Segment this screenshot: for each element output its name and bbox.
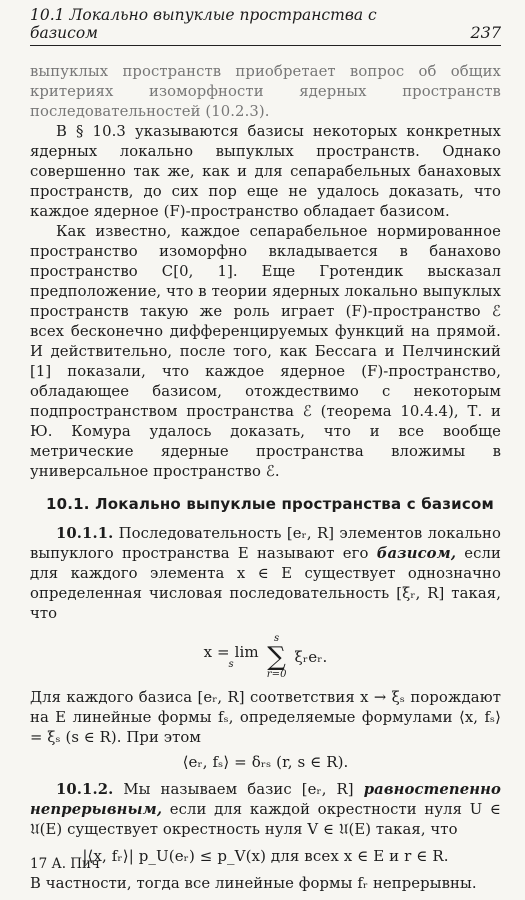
sum-operator: s ∑ r=0: [266, 633, 287, 680]
page-number: 237: [470, 23, 501, 42]
defined-term: базисом,: [376, 545, 457, 562]
item-number: 10.1.2.: [56, 781, 114, 798]
running-header: [30, 6, 501, 46]
basis-expansion-formula: [30, 634, 501, 680]
signature-mark: 17 А. Пич: [30, 856, 100, 872]
paragraph-continuation: выпуклых пространств приобретает вопрос об общих критериях изоморфности ядерных пространств последовательностей (10.2.3).: [30, 63, 501, 120]
section-heading: 10.1. Локально выпуклые пространства с базисом: [46, 495, 494, 513]
sigma-symbol: ∑: [267, 642, 286, 672]
paragraph-grothendieck: Как известно, каждое сепарабельное нормированное пространство изоморфно вкладывается в банахово пространство C[0, 1]. Еще Гротендик высказал предположение, что в теории ядерных локально выпуклых пространств такую же роль играет (F)-пространство ℰ всех бесконечно дифференцируемых функций на прямой. И действительно, после того, как Бессага и Пелчинский [1] показали, что каждое ядерное (F)-пространство, обладающее базисом, отождествимо с некоторым подпространством пространства ℰ (теорема 10.4.4), Т. и Ю. Комура удалось доказать, что и все вообще метрические ядерные пространства вложимы в универсальное пространство ℰ.: [30, 223, 501, 480]
defined-term: равностепенно непрерывным,: [30, 781, 501, 818]
paragraph-bases: В § 10.3 указываются базисы некоторых конкретных ядерных локально выпуклых пространств. Однако совершенно так же, как и для сепарабельных банаховых пространств, до сих пор еще не удалось доказать, что каждое ядерное (F)-пространство обладает базисом.: [30, 123, 501, 220]
definition-10-1-1: [30, 524, 501, 624]
definition-10-1-2: [30, 780, 501, 840]
definition-text: Последовательность [eᵣ, R] элементов локально выпуклого пространства E называют его: [30, 525, 501, 562]
definition-text-cont: если для каждого элемента x ∈ E существует однозначно определенная числовая последовательность [ξᵣ, R] такая, что: [30, 545, 502, 622]
item-number: 10.1.1.: [56, 525, 114, 542]
definition-text-cont: если для каждой окрестности нуля U ∈ 𝔘(E) существует окрестность нуля V ∈ 𝔘(E) такая, что: [30, 801, 501, 838]
limit-operator: x = lim s: [203, 642, 259, 670]
formula-summand: ξᵣeᵣ.: [294, 648, 328, 666]
biorthogonality-formula: ⟨eᵣ, fₛ⟩ = δᵣₛ (r, s ∈ R).: [182, 753, 349, 771]
definition-text: Мы называем базис [eᵣ, R]: [123, 781, 354, 798]
equicontinuity-formula: |⟨x, fᵣ⟩| p_U(eᵣ) ≤ p_V(x) для всех x ∈ E и r ∈ R.: [82, 847, 449, 865]
corollary-text: В частности, тогда все линейные формы fᵣ непрерывны.: [30, 875, 477, 892]
running-title: 10.1 Локально выпуклые пространства с базисом: [30, 6, 377, 42]
page-body: [30, 62, 501, 894]
coefficient-forms-text: Для каждого базиса [eᵣ, R] соответствия x → ξₛ порождают на E линейные формы fₛ, определяемые формулами ⟨x, fₛ⟩ = ξₛ (s ∈ R). При этом: [30, 689, 501, 746]
